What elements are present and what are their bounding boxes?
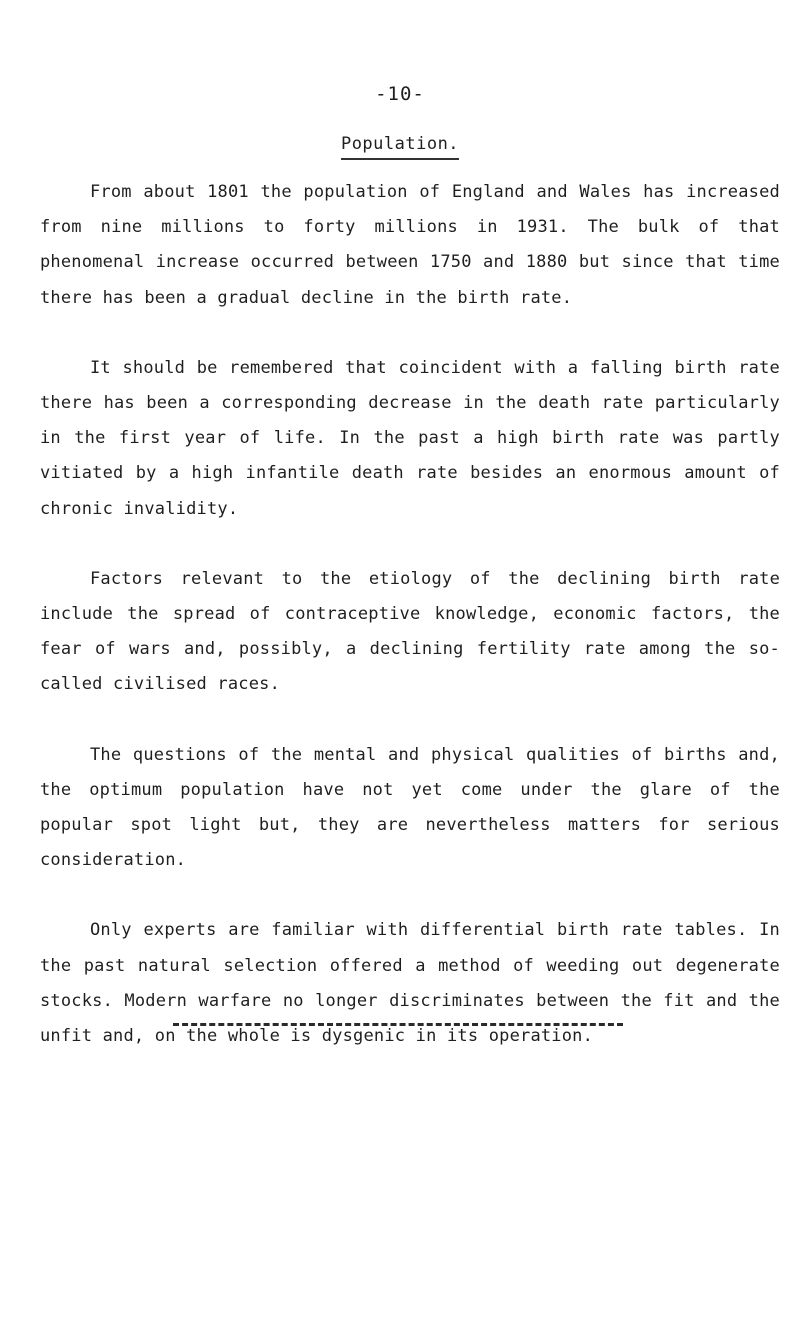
body-text <box>40 175 780 1054</box>
section-heading: Population. <box>341 134 459 160</box>
paragraph-2: It should be remembered that coincident with a falling birth rate there has been a corresponding decrease in the death rate particularly in the first year of life. In the past a high birth rate was partly vitiated by a high infantile death rate besides an enormous amount of chronic invalidity. <box>40 357 780 519</box>
closing-dashed-rule <box>173 1023 623 1026</box>
paragraph-3: Factors relevant to the etiology of the declining birth rate include the spread of contraceptive knowledge, economic factors, the fear of wars and, possibly, a declining fertility rate among the so-called civilised races. <box>40 568 780 695</box>
paragraph-5: Only experts are familiar with differential birth rate tables. In the past natural selection offered a method of weeding out degenerate stocks. Modern warfare no longer discriminates between the fit and the unfit and, on the whole is dysgenic in its operation. <box>40 920 780 1047</box>
heading-container <box>0 134 800 160</box>
paragraph-4: The questions of the mental and physical qualities of births and, the optimum population have not yet come under the glare of the popular spot light but, they are nevertheless matters for serious consideration. <box>40 744 780 871</box>
paragraph-1: From about 1801 the population of England and Wales has increased from nine millions to forty millions in 1931. The bulk of that phenomenal increase occurred between 1750 and 1880 but since that time there has been a gradual decline in the birth rate. <box>40 182 780 308</box>
page-number: -10- <box>375 83 425 105</box>
